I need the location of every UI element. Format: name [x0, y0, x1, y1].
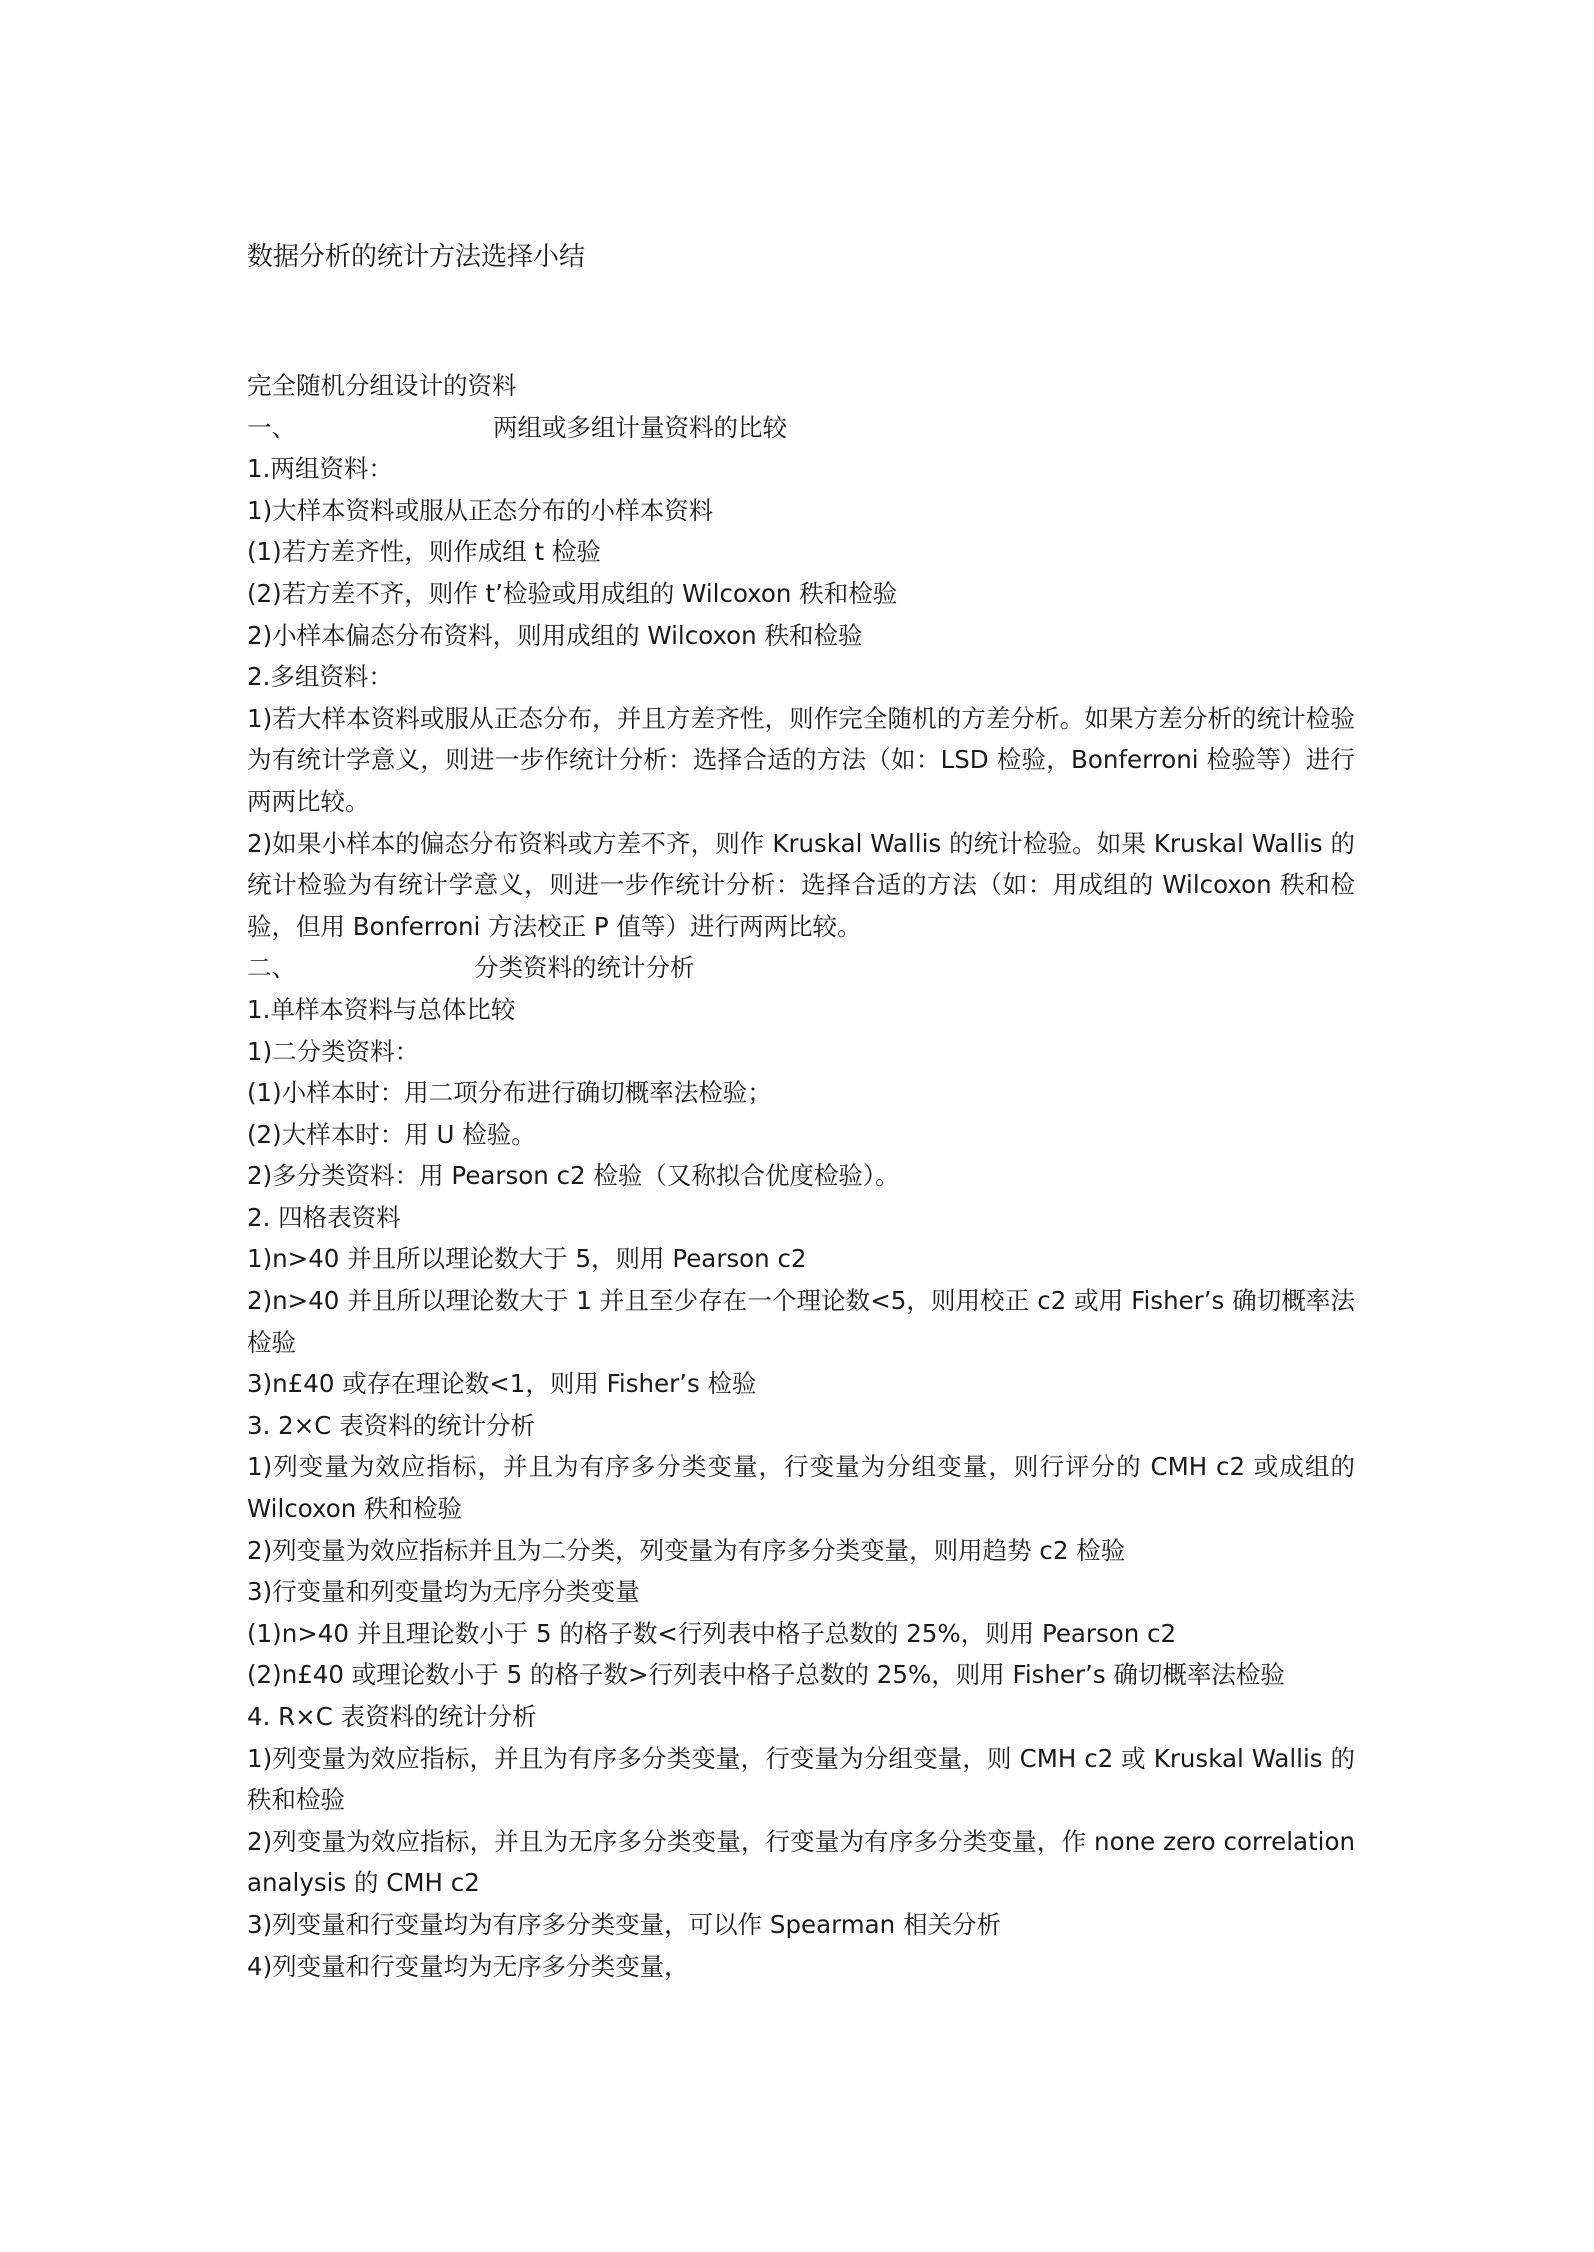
- paragraph-line: 1)n>40 并且所以理论数大于 5，则用 Pearson c2: [247, 1244, 807, 1274]
- section-title: 分类资料的统计分析: [474, 953, 695, 983]
- paragraph: 2)列变量为效应指标，并且为无序多分类变量，行变量为有序多分类变量，作 none zero correlation analysis 的 CMH c2: [247, 1826, 1355, 1898]
- paragraph-line: (2)若方差不齐，则作 t’检验或用成组的 Wilcoxon 秩和检验: [247, 578, 898, 608]
- section-number: 一、: [247, 412, 296, 442]
- section-heading-1: [247, 407, 1355, 449]
- paragraph: 1)若大样本资料或服从正态分布，并且方差齐性，则作完全随机的方差分析。如果方差分析的统计检验为有统计学意义，则进一步作统计分析：选择合适的方法（如：LSD 检验，Bonferroni 检验等）进行两两比较。: [247, 703, 1355, 816]
- paragraph-line: 3)行变量和列变量均为无序分类变量: [247, 1577, 640, 1607]
- document-title: 数据分析的统计方法选择小结: [247, 242, 586, 272]
- paragraph: 1)列变量为效应指标，并且为有序多分类变量，行变量为分组变量，则 CMH c2 或 Kruskal Wallis 的秩和检验: [247, 1743, 1355, 1815]
- paragraph-line: (1)若方差齐性，则作成组 t 检验: [247, 537, 601, 567]
- paragraph-line: 2)列变量为效应指标并且为二分类，列变量为有序多分类变量，则用趋势 c2 检验: [247, 1535, 1126, 1565]
- paragraph: (2)n£40 或理论数小于 5 的格子数>行列表中格子总数的 25%，则用 Fisher’s 确切概率法检验: [247, 1660, 1285, 1690]
- paragraph-line: 2. 四格表资料: [247, 1202, 401, 1232]
- paragraph-line: (1)n>40 并且理论数小于 5 的格子数<行列表中格子总数的 25%，则用 Pearson c2: [247, 1618, 1177, 1648]
- paragraph-line: 1.单样本资料与总体比较: [247, 994, 516, 1024]
- paragraph-line: 3. 2×C 表资料的统计分析: [247, 1410, 536, 1440]
- paragraph-line: 4. R×C 表资料的统计分析: [247, 1702, 537, 1731]
- paragraph-line: 3)n£40 或存在理论数<1，则用 Fisher’s 检验: [247, 1369, 757, 1399]
- section-title: 两组或多组计量资料的比较: [493, 412, 787, 442]
- document-subtitle: 完全随机分组设计的资料: [247, 371, 517, 400]
- paragraph: 2)如果小样本的偏态分布资料或方差不齐，则作 Kruskal Wallis 的统计检验。如果 Kruskal Wallis 的统计检验为有统计学意义，则进一步作统计分析：选择合适的方法（如：用成组的 Wilcoxon 秩和检验，但用 Bonferroni 方法校正 P 值等）进行两两比较。: [247, 828, 1355, 941]
- paragraph-line: 1.两组资料：: [247, 454, 393, 484]
- paragraph-line: 1)二分类资料：: [247, 1036, 420, 1066]
- paragraph-line: 3)列变量和行变量均为有序多分类变量，可以作 Spearman 相关分析: [247, 1909, 1001, 1939]
- paragraph-line: 2)多分类资料：用 Pearson c2 检验（又称拟合优度检验）。: [247, 1161, 900, 1191]
- paragraph-line: (1)小样本时：用二项分布进行确切概率法检验；: [247, 1078, 772, 1108]
- paragraph-line: 1)大样本资料或服从正态分布的小样本资料: [247, 495, 714, 525]
- paragraph-line: 2.多组资料：: [247, 662, 393, 692]
- paragraph: 1)列变量为效应指标，并且为有序多分类变量，行变量为分组变量，则行评分的 CMH c2 或成组的 Wilcoxon 秩和检验: [247, 1452, 1355, 1524]
- section-heading-2: [247, 947, 1355, 989]
- paragraph-line: 4)列变量和行变量均为无序多分类变量，: [247, 1951, 689, 1981]
- paragraph-line: 2)小样本偏态分布资料，则用成组的 Wilcoxon 秩和检验: [247, 620, 863, 650]
- document-body: [247, 365, 1355, 1987]
- paragraph-line: (2)大样本时：用 U 检验。: [247, 1119, 536, 1149]
- paragraph: 2)n>40 并且所以理论数大于 1 并且至少存在一个理论数<5，则用校正 c2 或用 Fisher’s 确切概率法检验: [247, 1286, 1355, 1357]
- section-number: 二、: [247, 953, 296, 983]
